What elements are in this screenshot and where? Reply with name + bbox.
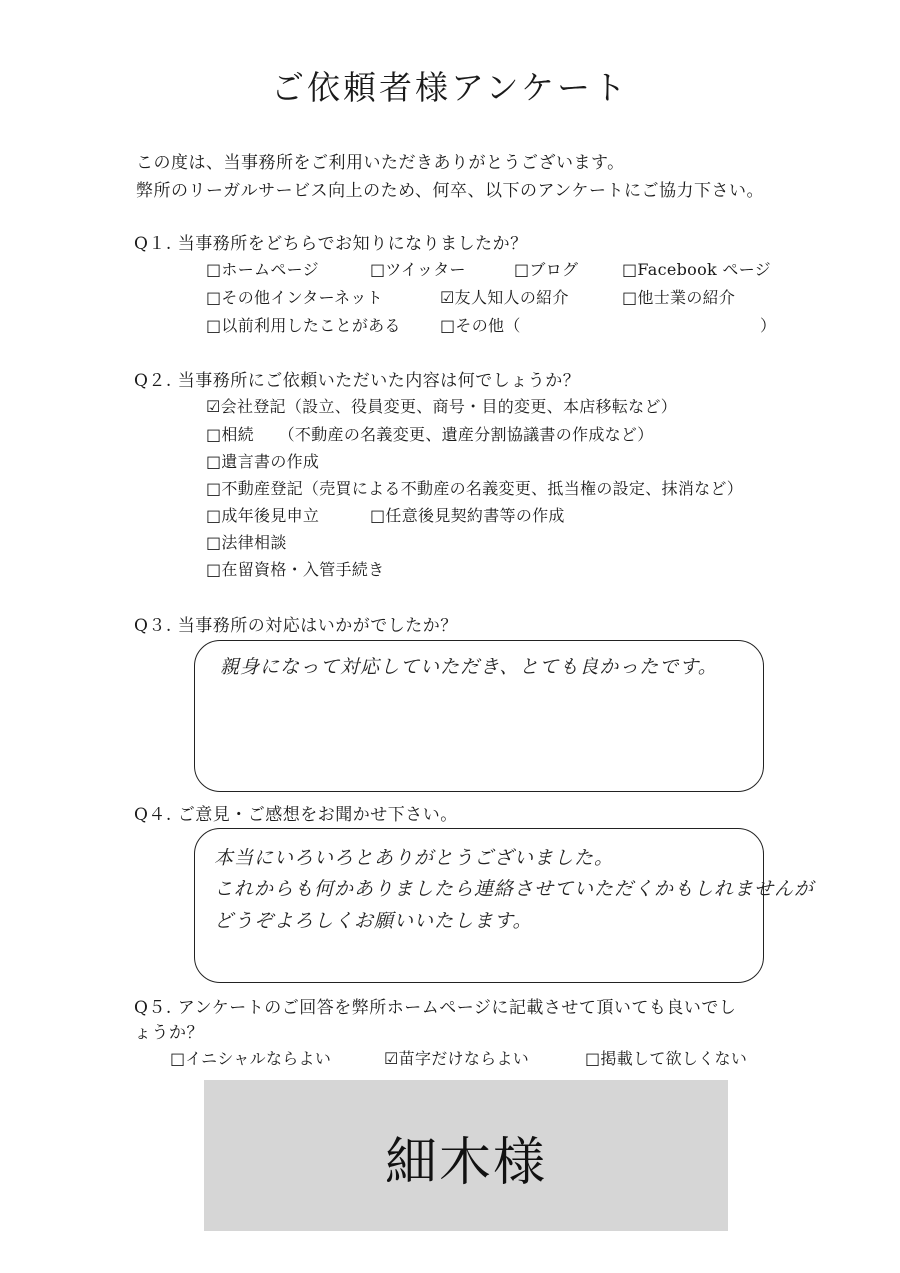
q5-option-no-publish[interactable]: □掲載して欲しくない xyxy=(585,1049,748,1068)
q1-question: Q１. 当事務所をどちらでお知りになりましたか？ xyxy=(134,234,528,254)
intro-line-1: この度は、当事務所をご利用いただきありがとうございます。 xyxy=(136,153,625,173)
q2-option-guardianship[interactable]: □成年後見申立 xyxy=(206,506,320,525)
q2-option-company-registration[interactable]: ☑会社登記（設立、役員変更、商号・目的変更、本店移転など） xyxy=(206,397,678,416)
respondent-name: 細木様 xyxy=(384,1133,547,1193)
q2-option-immigration[interactable]: □在留資格・入管手続き xyxy=(206,560,385,579)
q5-option-initials[interactable]: □イニシャルならよい xyxy=(170,1049,332,1068)
intro-line-2: 弊所のリーガルサービス向上のため、何卒、以下のアンケートにご協力下さい。 xyxy=(136,181,764,201)
q5-option-surname[interactable]: ☑苗字だけならよい xyxy=(384,1049,530,1068)
q1-option-other-internet[interactable]: □その他インターネット xyxy=(206,288,383,307)
q1-option-blog[interactable]: □ブログ xyxy=(514,260,579,279)
q1-option-other[interactable]: □その他（ xyxy=(440,316,521,335)
q3-question: Q３. 当事務所の対応はいかがでしたか？ xyxy=(134,616,458,636)
q2-option-voluntary-guardianship[interactable]: □任意後見契約書等の作成 xyxy=(370,506,565,525)
q4-answer-line-3: どうぞよろしくお願いいたします。 xyxy=(214,910,533,932)
q5-question-line-1: Q５. アンケートのご回答を弊所ホームページに記載させて頂いても良いでし xyxy=(134,998,737,1018)
q3-answer-line-1: 親身になって対応していただき、とても良かったです。 xyxy=(220,656,718,678)
respondent-name-box xyxy=(204,1080,728,1231)
q1-option-twitter[interactable]: □ツイッター xyxy=(370,260,466,279)
q1-option-homepage[interactable]: □ホームページ xyxy=(206,260,319,279)
q2-question: Q２. 当事務所にご依頼いただいた内容は何でしょうか？ xyxy=(134,371,581,391)
q4-question: Q４. ご意見・ご感想をお聞かせ下さい。 xyxy=(134,805,458,825)
q5-question-line-2: ょうか？ xyxy=(134,1023,204,1043)
q2-option-real-estate[interactable]: □不動産登記（売買による不動産の名義変更、抵当権の設定、抹消など） xyxy=(206,479,744,498)
q4-answer-line-1: 本当にいろいろとありがとうございました。 xyxy=(214,847,615,869)
q1-option-other-close: ） xyxy=(760,316,777,335)
q2-option-legal-consult[interactable]: □法律相談 xyxy=(206,533,287,552)
q1-option-facebook[interactable]: □Facebook ページ xyxy=(622,260,771,279)
q2-option-will[interactable]: □遺言書の作成 xyxy=(206,452,320,471)
page-title: ご依頼者様アンケート xyxy=(270,68,630,107)
q1-option-previous-use[interactable]: □以前利用したことがある xyxy=(206,316,401,335)
q2-option-inheritance[interactable]: □相続 （不動産の名義変更、遺産分割協議書の作成など） xyxy=(206,425,654,444)
q1-option-other-profession[interactable]: □他士業の紹介 xyxy=(622,288,736,307)
q1-option-friend-referral[interactable]: ☑友人知人の紹介 xyxy=(440,288,569,307)
q4-answer-line-2: これからも何かありましたら連絡させていただくかもしれませんが xyxy=(214,878,815,900)
